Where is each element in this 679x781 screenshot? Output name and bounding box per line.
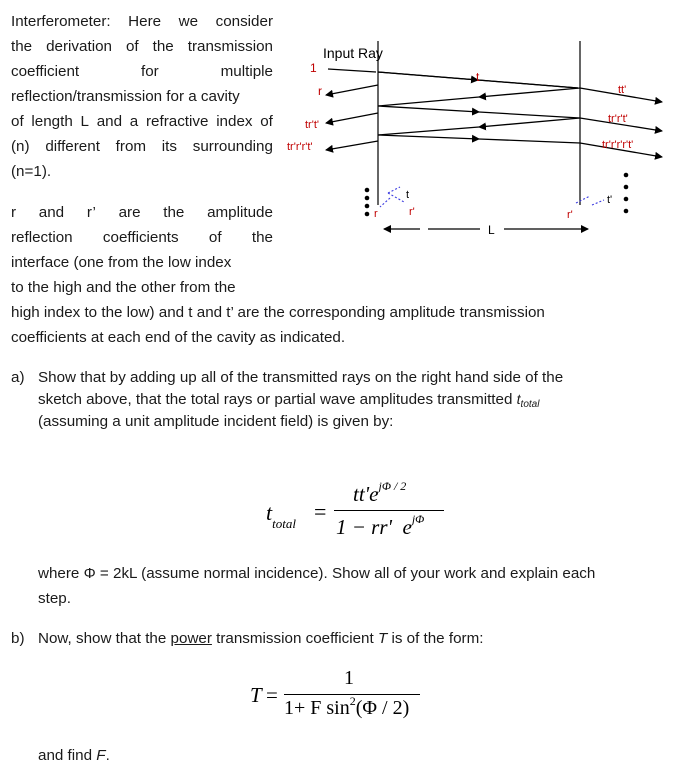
left-interface-r-label: r [374,208,378,220]
transmission-1-label: tt' [618,84,627,96]
question-b-line: Now, show that the power transmission coefficient T is of the form: [38,630,484,647]
para2-line-6: coefficients at each end of the cavity as indicated. [11,329,346,346]
cavity-back-ray-2 [378,118,580,135]
reflection-2-label: tr't' [305,119,319,131]
right-ellipsis-dots [624,173,629,214]
intro-line-6: (n) different from its surrounding [11,138,273,155]
eq1-lhs: $t_{total}$ [266,500,296,531]
intro-line-2: the derivation of the transmission [11,38,273,55]
reflection-3-label: tr'r'r't' [287,141,313,153]
right-interface-detail [567,194,612,221]
inside-t-label: t [476,70,480,84]
cavity-ray-diagram [280,35,670,235]
question-b-marker: b) [11,630,25,647]
question-a-line-1: Show that by adding up all of the transmitted rays on the right hand side of the [38,369,564,386]
intro-line-7: (n=1). [11,163,52,180]
cavity-ray-3 [378,135,580,143]
where-line-1: where Φ = 2kL (assume normal incidence). Show all of your work and explain each [38,565,596,582]
right-interface-tprime-label: t' [607,194,613,206]
transmission-2-label: tr'r't' [608,113,628,125]
intro-line-3: coefficient for multiple [11,63,273,80]
eq2-denominator: 1+ F $\sin^2(\Phi / 2)$ [284,694,410,719]
eq1-equals: = [314,499,327,524]
eq2-lhs: T [250,683,262,707]
incident-amplitude-label: 1 [310,61,317,75]
eq2-numerator: 1 [344,667,354,689]
length-label: L [488,223,495,235]
reflected-ray-r [326,85,378,95]
para2-line-3: interface (one from the low index [11,254,232,271]
question-a-marker: a) [11,369,25,386]
where-line-2: step. [38,590,71,607]
t-total-inline: $t_{total}$ [516,391,540,410]
transmission-3-label: tr'r'r'r't' [602,139,634,151]
eq1-denominator: 1 − rr' $e^{j\Phi}$ [336,512,425,539]
eq1-fraction-bar [334,510,444,511]
para2-line-5: high index to the low) and t and t’ are the corresponding amplitude transmission [11,304,545,321]
question-a-line-3: (assuming a unit amplitude incident field) is given by: [38,413,394,430]
reflected-ray-3 [326,141,378,150]
left-interface-rprime-label: r' [409,206,415,218]
intro-line-5: of length L and a refractive index of [11,113,273,130]
intro-line-4: reflection/transmission for a cavity [11,88,240,105]
incident-ray [328,69,376,72]
left-ellipsis-dots [365,188,370,217]
eq2-equals: = [266,683,278,707]
para2-line-2: reflection coefficients of the [11,229,273,246]
intro-line-1: Interferometer: Here we consider [11,13,273,30]
question-a-line-2: sketch above, that the total rays or partial wave amplitudes transmitted $t_{total}$ [38,391,540,410]
para2-line-4: to the high and the other from the [11,279,236,296]
left-interface-detail [374,187,415,220]
left-interface-t-label: t [406,189,410,201]
reflection-r-label: r [318,84,322,98]
cavity-ray-2 [378,106,580,118]
find-F-line: and find F. [38,747,110,764]
right-interface-rprime-label: r' [567,209,573,221]
eq1-numerator: $tt'e^{j\Phi / 2}$ [353,479,407,506]
cavity-back-ray-1 [378,88,580,106]
para2-line-1: r and r’ are the amplitude [11,204,273,221]
reflected-ray-2 [326,113,378,123]
input-ray-label: Input Ray [323,45,383,61]
